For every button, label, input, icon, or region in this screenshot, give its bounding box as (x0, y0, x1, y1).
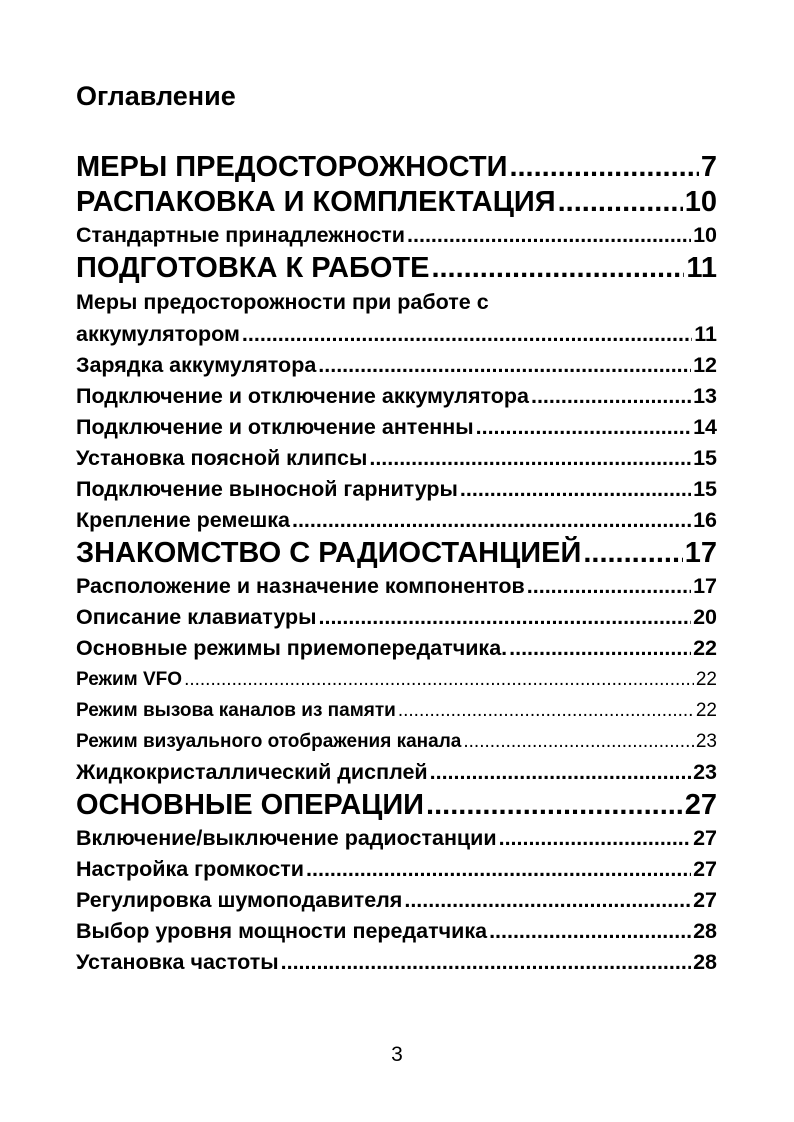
toc-entry[interactable] (76, 251, 717, 286)
toc-entry-page: 11 (686, 252, 717, 284)
toc-entry[interactable] (76, 885, 717, 916)
toc-entry-label: Подключение выносной гарнитуры (76, 477, 458, 501)
toc-entry-page: 10 (693, 223, 717, 247)
toc-entry-label-first-line[interactable]: Меры предосторожности при работе с (76, 290, 489, 314)
table-of-contents (76, 150, 717, 978)
toc-entry-label: ОСНОВНЫЕ ОПЕРАЦИИ (76, 789, 425, 821)
toc-entry-page: 17 (693, 574, 717, 598)
toc-entry[interactable] (76, 474, 717, 505)
toc-entry-page: 17 (684, 537, 717, 569)
toc-dot-leader (369, 443, 691, 474)
toc-entry[interactable] (76, 695, 717, 726)
toc-dot-leader (460, 474, 691, 505)
toc-entry-page: 27 (684, 789, 717, 821)
toc-entry-label: Регулировка шумоподавителя (76, 888, 403, 912)
toc-dot-leader (531, 381, 691, 412)
toc-entry[interactable] (76, 823, 717, 854)
toc-dot-leader (242, 319, 692, 350)
toc-entry-label: Установка частоты (76, 950, 279, 974)
toc-entry-label: Крепление ремешка (76, 508, 290, 532)
toc-entry-page: 13 (693, 384, 717, 408)
toc-dot-leader (319, 602, 692, 633)
toc-dot-leader (509, 633, 691, 664)
toc-dot-leader (281, 947, 691, 978)
toc-entry-page: 22 (695, 700, 717, 721)
toc-entry-page: 14 (693, 415, 717, 439)
toc-entry[interactable] (76, 602, 717, 633)
toc-entry-page: 27 (693, 888, 717, 912)
toc-entry[interactable] (76, 185, 717, 220)
toc-entry[interactable] (76, 412, 717, 443)
toc-entry-label: Режим VFO (76, 669, 183, 690)
toc-dot-leader (509, 150, 698, 185)
toc-entry-label: Описание клавиатуры (76, 605, 317, 629)
toc-entry[interactable] (76, 788, 717, 823)
toc-entry-label: Зарядка аккумулятора (76, 353, 317, 377)
toc-entry[interactable] (76, 947, 717, 978)
toc-entry-label: ПОДГОТОВКА К РАБОТЕ (76, 252, 430, 284)
toc-entry-label: аккумулятором (76, 322, 240, 346)
toc-entry-label: Расположение и назначение компонентов (76, 574, 525, 598)
toc-entry-page: 11 (694, 322, 717, 346)
toc-entry[interactable] (76, 220, 717, 251)
toc-entry[interactable] (76, 381, 717, 412)
toc-dot-leader (558, 185, 683, 220)
toc-entry[interactable] (76, 854, 717, 885)
toc-entry-page: 22 (695, 669, 717, 690)
toc-entry[interactable] (76, 916, 717, 947)
toc-entry-page: 10 (684, 186, 717, 218)
toc-dot-leader (318, 350, 691, 381)
toc-entry-label: Стандартные принадлежности (76, 223, 406, 247)
toc-entry[interactable] (76, 536, 717, 571)
toc-dot-leader (583, 536, 682, 571)
toc-entry[interactable] (76, 633, 717, 664)
toc-entry-page: 16 (693, 508, 717, 532)
toc-entry-label: Выбор уровня мощности передатчика (76, 919, 488, 943)
toc-entry-label: Основные режимы приемопередатчика. (76, 636, 508, 660)
toc-heading: Оглавление (76, 81, 236, 111)
toc-dot-leader (398, 695, 694, 726)
toc-dot-leader (184, 664, 694, 695)
toc-dot-leader (292, 505, 691, 536)
toc-dot-leader (431, 251, 684, 286)
toc-entry[interactable] (76, 443, 717, 474)
toc-dot-leader (404, 885, 691, 916)
toc-entry-page: 23 (693, 760, 717, 784)
toc-entry-page: 23 (695, 731, 717, 752)
toc-dot-leader (407, 220, 691, 251)
toc-entry-page: 12 (693, 353, 717, 377)
toc-dot-leader (306, 854, 691, 885)
toc-entry[interactable] (76, 571, 717, 602)
toc-entry-page: 20 (693, 605, 717, 629)
toc-entry[interactable] (76, 726, 717, 757)
toc-entry[interactable] (76, 664, 717, 695)
toc-dot-leader (463, 726, 693, 757)
toc-entry[interactable] (76, 757, 717, 788)
toc-dot-leader (426, 788, 683, 823)
toc-entry-label: ЗНАКОМСТВО С РАДИОСТАНЦИЕЙ (76, 537, 582, 569)
toc-entry-label: Режим вызова каналов из памяти (76, 700, 396, 721)
toc-entry-label: Жидкокристаллический дисплей (76, 760, 428, 784)
toc-entry-page: 7 (700, 151, 717, 183)
toc-entry-page: 27 (693, 826, 717, 850)
toc-dot-leader (489, 916, 691, 947)
toc-dot-leader (476, 412, 691, 443)
toc-entry-label: МЕРЫ ПРЕДОСТОРОЖНОСТИ (76, 151, 508, 183)
toc-dot-leader (527, 571, 691, 602)
toc-entry-page: 15 (693, 446, 717, 470)
toc-entry-label: Настройка громкости (76, 857, 305, 881)
toc-entry-page: 22 (693, 636, 717, 660)
toc-entry-label: Подключение и отключение аккумулятора (76, 384, 529, 408)
toc-entry-label: Установка поясной клипсы (76, 446, 368, 470)
toc-entry[interactable] (76, 505, 717, 536)
toc-entry-label: Включение/выключение радиостанции (76, 826, 497, 850)
toc-dot-leader (430, 757, 691, 788)
toc-entry-label: Подключение и отключение антенны (76, 415, 474, 439)
toc-entry-page: 28 (693, 950, 717, 974)
toc-entry[interactable] (76, 150, 717, 185)
toc-entry[interactable] (76, 319, 717, 350)
page-number: 3 (391, 1043, 403, 1066)
toc-entry-page: 28 (693, 919, 717, 943)
toc-entry-page: 15 (693, 477, 717, 501)
toc-entry-label: РАСПАКОВКА И КОМПЛЕКТАЦИЯ (76, 186, 556, 218)
toc-entry-page: 27 (693, 857, 717, 881)
toc-entry-label: Режим визуального отображения канала (76, 731, 462, 752)
toc-entry[interactable] (76, 350, 717, 381)
toc-dot-leader (499, 823, 691, 854)
